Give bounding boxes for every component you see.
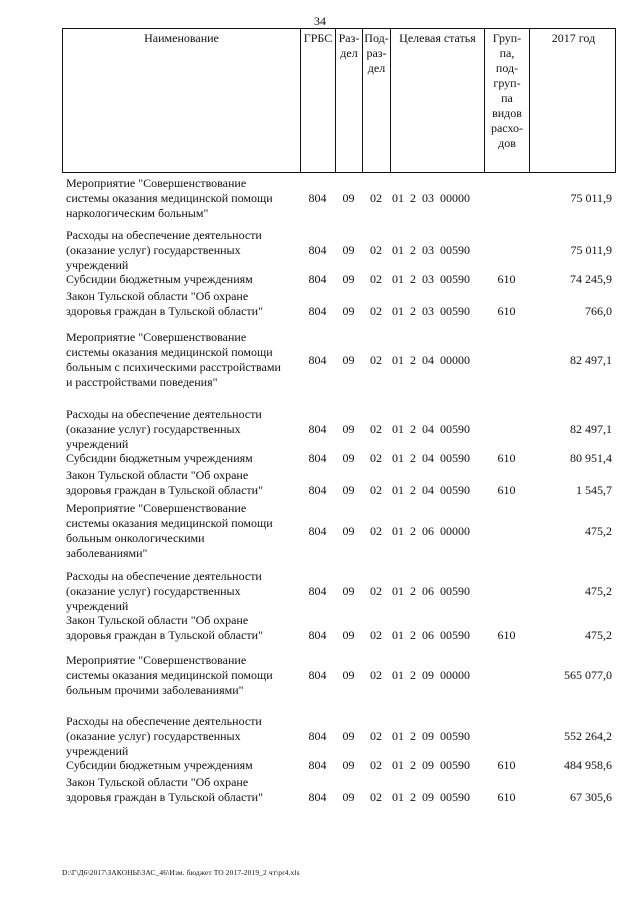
- row-grbs: 804: [308, 584, 327, 598]
- row-grbs: 804: [308, 668, 327, 682]
- header-razdel-line: дел: [340, 46, 358, 60]
- row-name-line: системы оказания медицинской помощи: [66, 668, 273, 682]
- row-name-line: здоровья граждан в Тульской области": [66, 628, 263, 642]
- row-name-line: учреждений: [66, 599, 129, 613]
- row-celevaya: 01 2 09 00000: [392, 668, 470, 682]
- row-name-line: Мероприятие "Совершенствование: [66, 501, 247, 515]
- row-celevaya: 01 2 03 00590: [392, 243, 470, 257]
- row-name: [66, 613, 298, 643]
- row-podrazdel: 02: [370, 191, 382, 205]
- row-gruppa: 610: [497, 628, 516, 642]
- row-name: [66, 775, 298, 805]
- row-name-line: Субсидии бюджетным учреждениям: [66, 451, 253, 465]
- header-celevaya: Целевая статья: [391, 29, 485, 172]
- row-amount: 552 264,2: [564, 729, 612, 743]
- row-gruppa: 610: [497, 790, 516, 804]
- row-amount: 67 305,6: [570, 790, 612, 804]
- row-name: [66, 501, 298, 561]
- row-name: [66, 289, 298, 319]
- row-name: [66, 228, 298, 273]
- row-name-line: заболеваниями": [66, 546, 148, 560]
- row-name-line: Мероприятие "Совершенствование: [66, 330, 247, 344]
- row-razdel: 09: [342, 272, 355, 286]
- header-grbs: ГРБС: [301, 29, 336, 172]
- row-razdel: 09: [342, 584, 355, 598]
- row-grbs: 804: [308, 790, 327, 804]
- row-podrazdel: 02: [370, 272, 382, 286]
- header-gruppa-line: па: [501, 91, 513, 105]
- row-celevaya: 01 2 09 00590: [392, 790, 470, 804]
- row-podrazdel: 02: [370, 353, 382, 367]
- row-celevaya: 01 2 03 00590: [392, 272, 470, 286]
- row-grbs: 804: [308, 422, 327, 436]
- row-name-line: системы оказания медицинской помощи: [66, 191, 273, 205]
- row-amount: 82 497,1: [570, 422, 612, 436]
- row-podrazdel: 02: [370, 628, 382, 642]
- header-razdel: [336, 29, 363, 172]
- row-amount: 475,2: [585, 524, 612, 538]
- header-gruppa-line: Груп-: [492, 31, 522, 45]
- row-podrazdel: 02: [370, 451, 382, 465]
- row-name-line: больным онкологическими: [66, 531, 205, 545]
- row-celevaya: 01 2 09 00590: [392, 758, 470, 772]
- row-podrazdel: 02: [370, 729, 382, 743]
- header-podrazdel-line: раз-: [366, 46, 387, 60]
- header-name: Наименование: [63, 29, 301, 172]
- footer-file-path: D:\Г\Д6\2017\ЗАКОНЫ\ЗАС_46\Изм. бюджет ТО 2017-2019_2 чт\pr4.xls: [62, 868, 300, 877]
- row-razdel: 09: [342, 729, 355, 743]
- row-name-line: (оказание услуг) государственных: [66, 243, 241, 257]
- row-amount: 766,0: [585, 304, 612, 318]
- row-name-line: и расстройствами поведения": [66, 375, 218, 389]
- row-podrazdel: 02: [370, 790, 382, 804]
- row-name-line: больным прочими заболеваниями": [66, 683, 244, 697]
- row-amount: 80 951,4: [570, 451, 612, 465]
- row-razdel: 09: [342, 243, 355, 257]
- row-name-line: здоровья граждан в Тульской области": [66, 790, 263, 804]
- row-razdel: 09: [342, 524, 355, 538]
- row-name: [66, 451, 298, 466]
- row-celevaya: 01 2 06 00590: [392, 584, 470, 598]
- row-amount: 565 077,0: [564, 668, 612, 682]
- row-grbs: 804: [308, 524, 327, 538]
- row-name-line: Расходы на обеспечение деятельности: [66, 569, 262, 583]
- header-gruppa: [485, 29, 530, 172]
- row-name: [66, 468, 298, 498]
- row-amount: 475,2: [585, 584, 612, 598]
- row-name-line: Расходы на обеспечение деятельности: [66, 228, 262, 242]
- row-grbs: 804: [308, 243, 327, 257]
- row-podrazdel: 02: [370, 524, 382, 538]
- row-razdel: 09: [342, 668, 355, 682]
- row-name-line: Расходы на обеспечение деятельности: [66, 407, 262, 421]
- row-grbs: 804: [308, 628, 327, 642]
- row-celevaya: 01 2 03 00590: [392, 304, 470, 318]
- row-celevaya: 01 2 04 00590: [392, 422, 470, 436]
- header-year: 2017 год: [551, 31, 596, 45]
- row-amount: 75 011,9: [570, 243, 612, 257]
- row-celevaya: 01 2 03 00000: [392, 191, 470, 205]
- row-grbs: 804: [308, 272, 327, 286]
- row-razdel: 09: [342, 483, 355, 497]
- header-gruppa-line: под-: [495, 61, 519, 75]
- row-celevaya: 01 2 09 00590: [392, 729, 470, 743]
- row-razdel: 09: [342, 790, 355, 804]
- row-name-line: учреждений: [66, 258, 129, 272]
- row-amount: 1 545,7: [576, 483, 612, 497]
- row-amount: 74 245,9: [570, 272, 612, 286]
- row-gruppa: 610: [497, 483, 516, 497]
- row-razdel: 09: [342, 628, 355, 642]
- row-name-line: больным с психическими расстройствами: [66, 360, 281, 374]
- header-gruppa-line: па,: [499, 46, 515, 60]
- row-podrazdel: 02: [370, 304, 382, 318]
- row-name-line: здоровья граждан в Тульской области": [66, 483, 263, 497]
- row-podrazdel: 02: [370, 483, 382, 497]
- row-gruppa: 610: [497, 451, 516, 465]
- row-amount: 82 497,1: [570, 353, 612, 367]
- row-name-line: Мероприятие "Совершенствование: [66, 653, 247, 667]
- row-grbs: 804: [308, 758, 327, 772]
- row-name-line: Мероприятие "Совершенствование: [66, 176, 247, 190]
- row-name-line: Закон Тульской области "Об охране: [66, 775, 249, 789]
- row-name-line: (оказание услуг) государственных: [66, 729, 241, 743]
- row-name: [66, 176, 298, 221]
- header-gruppa-line: груп-: [493, 76, 521, 90]
- row-razdel: 09: [342, 451, 355, 465]
- row-celevaya: 01 2 04 00590: [392, 451, 470, 465]
- row-razdel: 09: [342, 422, 355, 436]
- header-gruppa-line: дов: [498, 136, 516, 150]
- row-name-line: (оказание услуг) государственных: [66, 584, 241, 598]
- row-amount: 75 011,9: [570, 191, 612, 205]
- header-gruppa-line: расхо-: [490, 121, 524, 135]
- row-name: [66, 653, 298, 698]
- row-razdel: 09: [342, 304, 355, 318]
- row-name-line: Расходы на обеспечение деятельности: [66, 714, 262, 728]
- row-grbs: 804: [308, 304, 327, 318]
- row-name: [66, 569, 298, 614]
- header-podrazdel: [363, 29, 391, 172]
- row-grbs: 804: [308, 451, 327, 465]
- row-name-line: Закон Тульской области "Об охране: [66, 289, 249, 303]
- header-gruppa-line: видов: [492, 106, 522, 120]
- row-grbs: 804: [308, 191, 327, 205]
- row-grbs: 804: [308, 483, 327, 497]
- row-name-line: Субсидии бюджетным учреждениям: [66, 272, 253, 286]
- row-name-line: Субсидии бюджетным учреждениям: [66, 758, 253, 772]
- row-name-line: здоровья граждан в Тульской области": [66, 304, 263, 318]
- row-gruppa: 610: [497, 758, 516, 772]
- row-gruppa: 610: [497, 272, 516, 286]
- row-podrazdel: 02: [370, 668, 382, 682]
- row-razdel: 09: [342, 758, 355, 772]
- header-razdel-line: Раз-: [338, 31, 360, 45]
- header-podrazdel-line: дел: [367, 61, 386, 75]
- row-grbs: 804: [308, 729, 327, 743]
- row-name: [66, 330, 298, 390]
- row-name-line: наркологическим больным": [66, 206, 209, 220]
- row-amount: 484 958,6: [564, 758, 612, 772]
- row-podrazdel: 02: [370, 422, 382, 436]
- row-celevaya: 01 2 04 00590: [392, 483, 470, 497]
- header-podrazdel-line: Под-: [364, 31, 389, 45]
- row-name-line: (оказание услуг) государственных: [66, 422, 241, 436]
- row-name: [66, 272, 298, 287]
- row-podrazdel: 02: [370, 758, 382, 772]
- row-celevaya: 01 2 06 00590: [392, 628, 470, 642]
- row-celevaya: 01 2 06 00000: [392, 524, 470, 538]
- page-number: 34: [314, 14, 326, 28]
- row-podrazdel: 02: [370, 584, 382, 598]
- row-name-line: системы оказания медицинской помощи: [66, 516, 273, 530]
- row-name: [66, 407, 298, 452]
- table-header: [62, 28, 616, 173]
- row-podrazdel: 02: [370, 243, 382, 257]
- row-name-line: Закон Тульской области "Об охране: [66, 613, 249, 627]
- row-gruppa: 610: [497, 304, 516, 318]
- row-name-line: учреждений: [66, 437, 129, 451]
- row-name-line: системы оказания медицинской помощи: [66, 345, 273, 359]
- row-name: [66, 714, 298, 759]
- row-grbs: 804: [308, 353, 327, 367]
- row-name: [66, 758, 298, 773]
- row-celevaya: 01 2 04 00000: [392, 353, 470, 367]
- row-razdel: 09: [342, 191, 355, 205]
- row-name-line: учреждений: [66, 744, 129, 758]
- row-amount: 475,2: [585, 628, 612, 642]
- row-name-line: Закон Тульской области "Об охране: [66, 468, 249, 482]
- row-razdel: 09: [342, 353, 355, 367]
